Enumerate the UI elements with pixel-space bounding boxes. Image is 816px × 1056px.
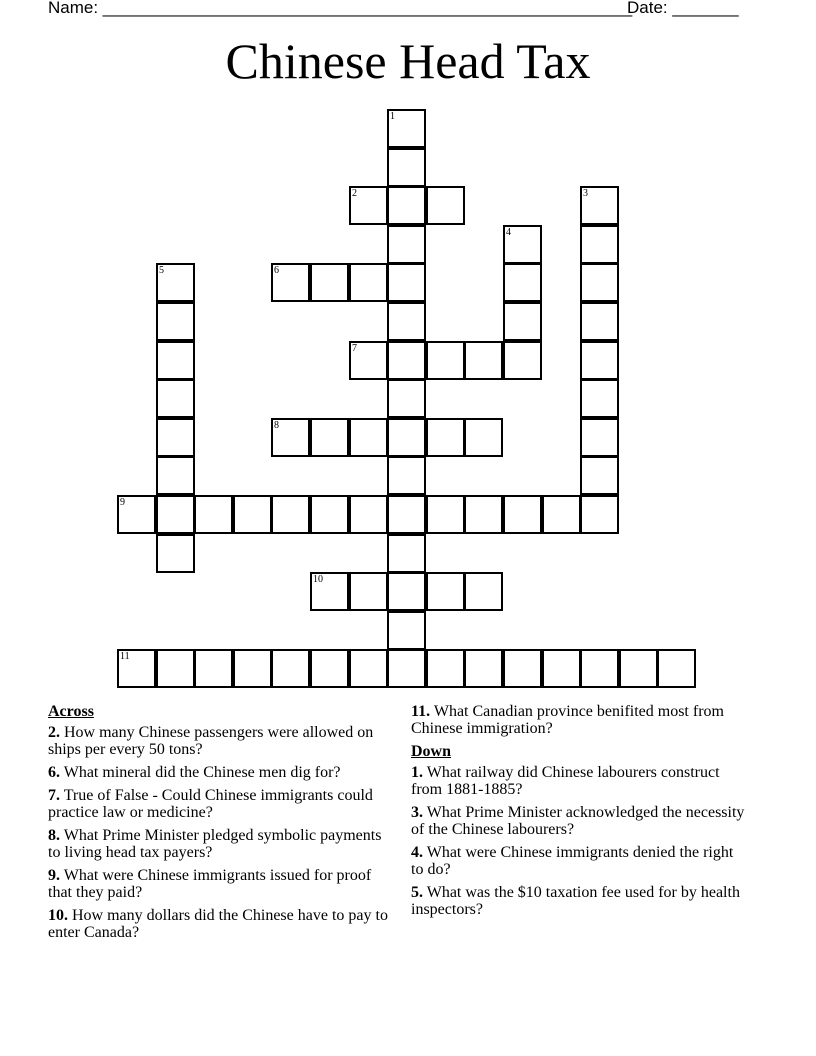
- clue-number: 9.: [48, 867, 60, 884]
- grid-cell[interactable]: [387, 341, 426, 380]
- grid-cell[interactable]: [349, 186, 388, 225]
- grid-cell[interactable]: [580, 186, 619, 225]
- across-clue: [48, 764, 393, 781]
- grid-cell[interactable]: [503, 495, 542, 534]
- grid-cell[interactable]: [580, 341, 619, 380]
- page-title: Chinese Head Tax: [225, 33, 591, 89]
- clue-number-label: 11: [120, 651, 130, 662]
- across-clue: [48, 787, 393, 821]
- grid-cell[interactable]: [387, 611, 426, 650]
- grid-cell[interactable]: [619, 649, 658, 688]
- grid-cell[interactable]: [349, 649, 388, 688]
- clue-text: What Prime Minister pledged symbolic payments to living head tax payers?: [48, 827, 382, 861]
- grid-cell[interactable]: [387, 534, 426, 573]
- grid-cell[interactable]: [387, 148, 426, 187]
- grid-cell[interactable]: [194, 649, 233, 688]
- clue-text: What were Chinese immigrants issued for proof that they paid?: [48, 867, 372, 901]
- clue-text: What Prime Minister acknowledged the necessity of the Chinese labourers?: [411, 804, 745, 838]
- down-clue: [411, 884, 746, 918]
- grid-cell[interactable]: [387, 302, 426, 341]
- across-clue: [48, 907, 393, 941]
- across-clue: [48, 867, 393, 901]
- grid-cell[interactable]: [464, 418, 503, 457]
- grid-cell[interactable]: [349, 341, 388, 380]
- clue-number-label: 6: [274, 265, 279, 276]
- grid-cell[interactable]: [580, 418, 619, 457]
- clue-number-label: 9: [120, 497, 125, 508]
- grid-cell[interactable]: [387, 418, 426, 457]
- grid-cell[interactable]: [503, 225, 542, 264]
- grid-cell[interactable]: [464, 341, 503, 380]
- grid-cell[interactable]: [387, 456, 426, 495]
- grid-cell[interactable]: [426, 572, 465, 611]
- grid-cell[interactable]: [156, 534, 195, 573]
- clue-number-label: 7: [352, 343, 357, 354]
- grid-cell[interactable]: [194, 495, 233, 534]
- grid-cell[interactable]: [464, 572, 503, 611]
- grid-cell[interactable]: [233, 649, 272, 688]
- clue-number: 5.: [411, 884, 423, 901]
- clue-number: 11.: [411, 703, 431, 720]
- grid-cell[interactable]: [117, 495, 156, 534]
- grid-cell[interactable]: [156, 456, 195, 495]
- clue-text: What Canadian province benifited most from Chinese immigration?: [411, 703, 724, 737]
- grid-cell[interactable]: [580, 495, 619, 534]
- grid-cell[interactable]: [310, 649, 349, 688]
- grid-cell[interactable]: [271, 649, 310, 688]
- across-clue: [48, 827, 393, 861]
- grid-cell[interactable]: [387, 495, 426, 534]
- grid-cell[interactable]: [387, 225, 426, 264]
- grid-cell[interactable]: [387, 379, 426, 418]
- grid-cell[interactable]: [426, 186, 465, 225]
- grid-cell[interactable]: [580, 225, 619, 264]
- grid-cell[interactable]: [310, 263, 349, 302]
- grid-cell[interactable]: [580, 379, 619, 418]
- grid-cell[interactable]: [310, 495, 349, 534]
- down-clue: [411, 844, 746, 878]
- clue-number: 10.: [48, 907, 68, 924]
- grid-cell[interactable]: [156, 418, 195, 457]
- grid-cell[interactable]: [349, 418, 388, 457]
- grid-cell[interactable]: [503, 302, 542, 341]
- grid-cell[interactable]: [426, 649, 465, 688]
- clue-number: 2.: [48, 724, 60, 741]
- clues-column-left: [48, 703, 393, 947]
- clue-number: 3.: [411, 804, 423, 821]
- grid-cell[interactable]: [349, 572, 388, 611]
- grid-cell[interactable]: [156, 341, 195, 380]
- grid-cell[interactable]: [233, 495, 272, 534]
- grid-cell[interactable]: [156, 263, 195, 302]
- grid-cell[interactable]: [156, 495, 195, 534]
- clue-number-label: 2: [352, 188, 357, 199]
- grid-cell[interactable]: [542, 495, 581, 534]
- grid-cell[interactable]: [156, 379, 195, 418]
- down-clue: [411, 804, 746, 838]
- grid-cell[interactable]: [426, 418, 465, 457]
- clue-text: What mineral did the Chinese men dig for?: [63, 764, 341, 781]
- grid-cell[interactable]: [503, 341, 542, 380]
- grid-cell[interactable]: [271, 263, 310, 302]
- grid-cell[interactable]: [580, 263, 619, 302]
- grid-cell[interactable]: [426, 495, 465, 534]
- clue-number: 7.: [48, 787, 60, 804]
- grid-cell[interactable]: [310, 418, 349, 457]
- grid-cell[interactable]: [387, 572, 426, 611]
- grid-cell[interactable]: [580, 456, 619, 495]
- down-clue: [411, 764, 746, 798]
- down-heading: Down: [411, 743, 452, 760]
- grid-cell[interactable]: [271, 495, 310, 534]
- grid-cell[interactable]: [387, 186, 426, 225]
- grid-cell[interactable]: [387, 109, 426, 148]
- clue-number-label: 10: [313, 574, 323, 585]
- clue-number-label: 5: [159, 265, 164, 276]
- clue-number-label: 8: [274, 420, 279, 431]
- grid-cell[interactable]: [349, 495, 388, 534]
- clues-column-right: [411, 703, 746, 924]
- name-field-label: Name: ________________________________________________________: [48, 0, 633, 17]
- clue-text: True of False - Could Chinese immigrants could practice law or medicine?: [48, 787, 373, 821]
- grid-cell[interactable]: [426, 341, 465, 380]
- grid-cell[interactable]: [310, 572, 349, 611]
- clue-number: 4.: [411, 844, 423, 861]
- across-clue: [411, 703, 746, 737]
- grid-cell[interactable]: [503, 263, 542, 302]
- grid-cell[interactable]: [580, 649, 619, 688]
- date-field-label: Date: _______: [627, 0, 739, 17]
- grid-cell[interactable]: [542, 649, 581, 688]
- clue-text: How many Chinese passengers were allowed on ships per every 50 tons?: [48, 724, 374, 758]
- clue-number: 6.: [48, 764, 60, 781]
- grid-cell[interactable]: [657, 649, 696, 688]
- clue-number: 1.: [411, 764, 423, 781]
- clue-text: What was the $10 taxation fee used for by health inspectors?: [411, 884, 740, 918]
- grid-cell[interactable]: [117, 649, 156, 688]
- grid-cell[interactable]: [387, 649, 426, 688]
- grid-cell[interactable]: [271, 418, 310, 457]
- grid-cell[interactable]: [503, 649, 542, 688]
- grid-cell[interactable]: [580, 302, 619, 341]
- across-heading: Across: [48, 703, 94, 720]
- grid-cell[interactable]: [464, 649, 503, 688]
- clue-number: 8.: [48, 827, 60, 844]
- grid-cell[interactable]: [349, 263, 388, 302]
- grid-cell[interactable]: [156, 302, 195, 341]
- clue-text: How many dollars did the Chinese have to pay to enter Canada?: [48, 907, 388, 941]
- clue-number-label: 4: [506, 227, 511, 238]
- clue-number-label: 1: [390, 111, 395, 122]
- grid-cell[interactable]: [464, 495, 503, 534]
- clue-text: What railway did Chinese labourers construct from 1881-1885?: [411, 764, 720, 798]
- grid-cell[interactable]: [156, 649, 195, 688]
- grid-cell[interactable]: [387, 263, 426, 302]
- clue-number-label: 3: [583, 188, 588, 199]
- across-clue: [48, 724, 393, 758]
- clue-text: What were Chinese immigrants denied the right to do?: [411, 844, 734, 878]
